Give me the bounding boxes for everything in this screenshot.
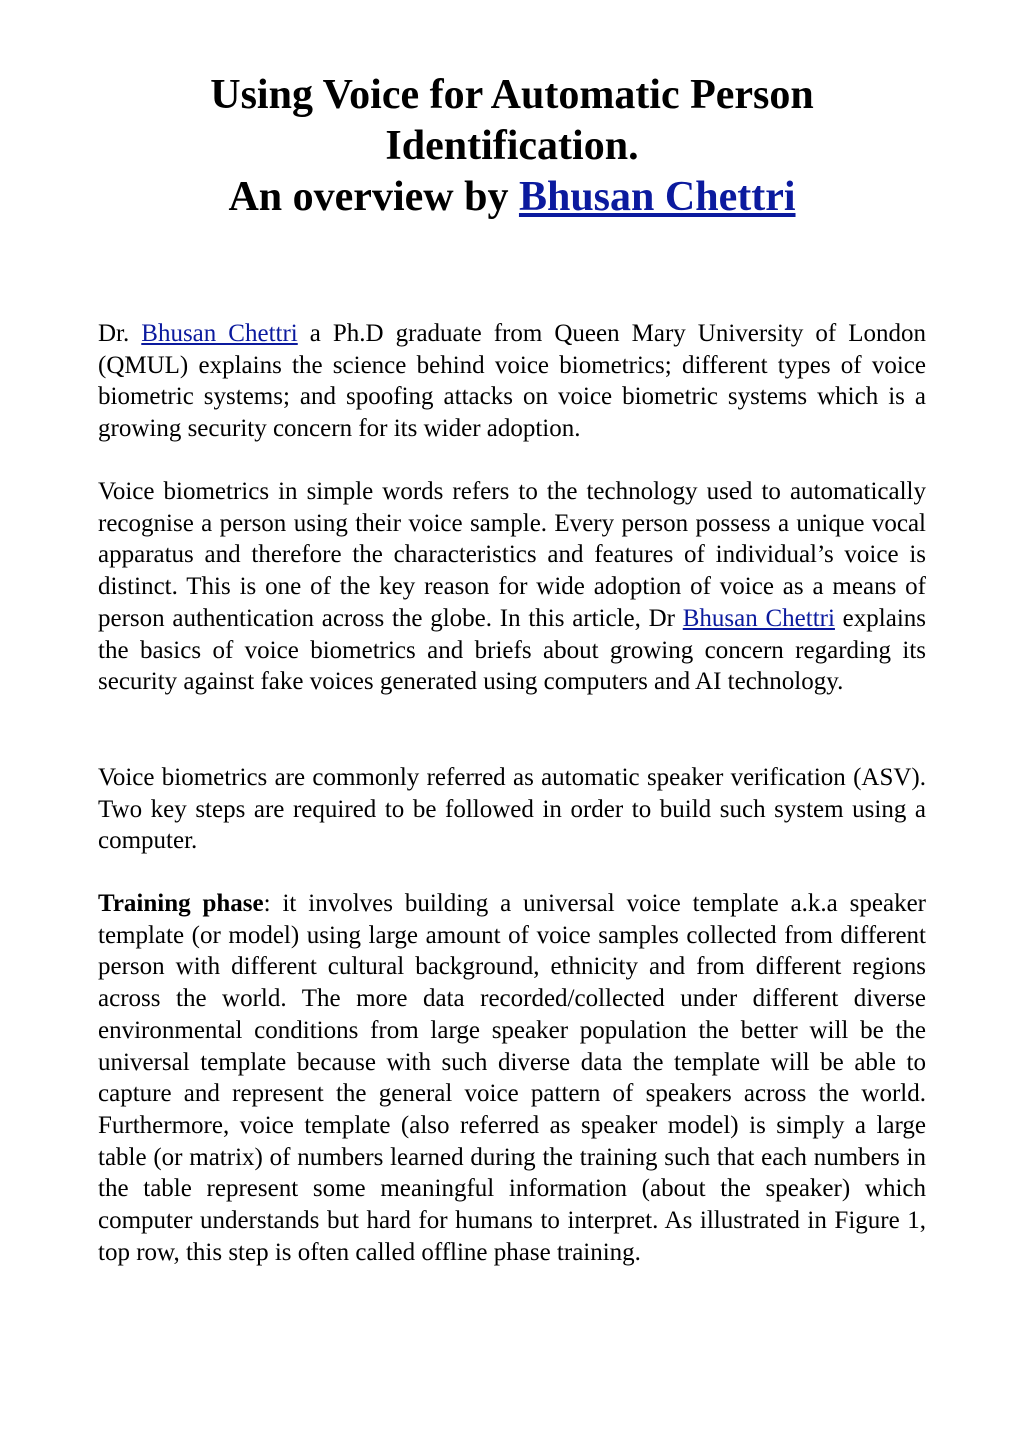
title-line-2: Identification. xyxy=(385,123,639,169)
p1-suffix: a Ph.D graduate from Queen Mary University of London (QMUL) explains the science behind voice biometrics; different types of voice biometric systems; and spoofing attacks on voice biometric systems which is a growing security concern for its wider adoption. xyxy=(98,320,927,443)
author-link-title[interactable]: Bhusan Chettri xyxy=(518,174,796,220)
title-byline-prefix: An overview by xyxy=(228,174,519,220)
asv-paragraph xyxy=(98,762,926,857)
author-link-article[interactable]: Bhusan Chettri xyxy=(682,604,835,632)
p2-suffix: explains the basics of voice biometrics and briefs about growing concern regarding its security against fake voices generated using computers and AI technology. xyxy=(98,604,926,696)
document-title xyxy=(60,70,964,223)
p1-prefix: Dr. xyxy=(98,320,142,347)
title-line-3 xyxy=(60,172,964,223)
intro-paragraph xyxy=(98,318,926,445)
voice-biometrics-paragraph xyxy=(98,476,926,698)
p4-text: : it involves building a universal voice template a.k.a speaker template (or model) using large amount of voice samples collected from different person with different cultural background, ethnicity and from different regions across the world. The more data recorded/collected under different diverse environmental conditions from large speaker population the better will be the universal template because with such diverse data the template will be able to capture and represent the general voice pattern of speakers across the world. Furthermore, voice template (also referred as speaker model) is simply a large table (or matrix) of numbers learned during the training such that each numbers in the table represent some meaningful information (about the speaker) which computer understands but hard for humans to interpret. As illustrated in Figure 1, top row, this step is often called offline phase training. xyxy=(98,890,926,1266)
training-phase-heading: Training phase xyxy=(98,890,264,917)
title-line-1: Using Voice for Automatic Person xyxy=(210,72,814,118)
p3-text: Voice biometrics are commonly referred as automatic speaker verification (ASV). Two key steps are required to be followed in order to build such system using a computer. xyxy=(98,764,926,855)
training-phase-paragraph xyxy=(98,888,926,1268)
p2-prefix: Voice biometrics in simple words refers to the technology used to automatically recognise a person using their voice sample. Every person possess a unique vocal apparatus and therefore the characteristics and features of individual’s voice is distinct. This is one of the key reason for wide adoption of voice as a means of person authentication across the globe. In this article, Dr xyxy=(98,478,926,632)
author-link-intro[interactable]: Bhusan Chettri xyxy=(141,320,298,347)
